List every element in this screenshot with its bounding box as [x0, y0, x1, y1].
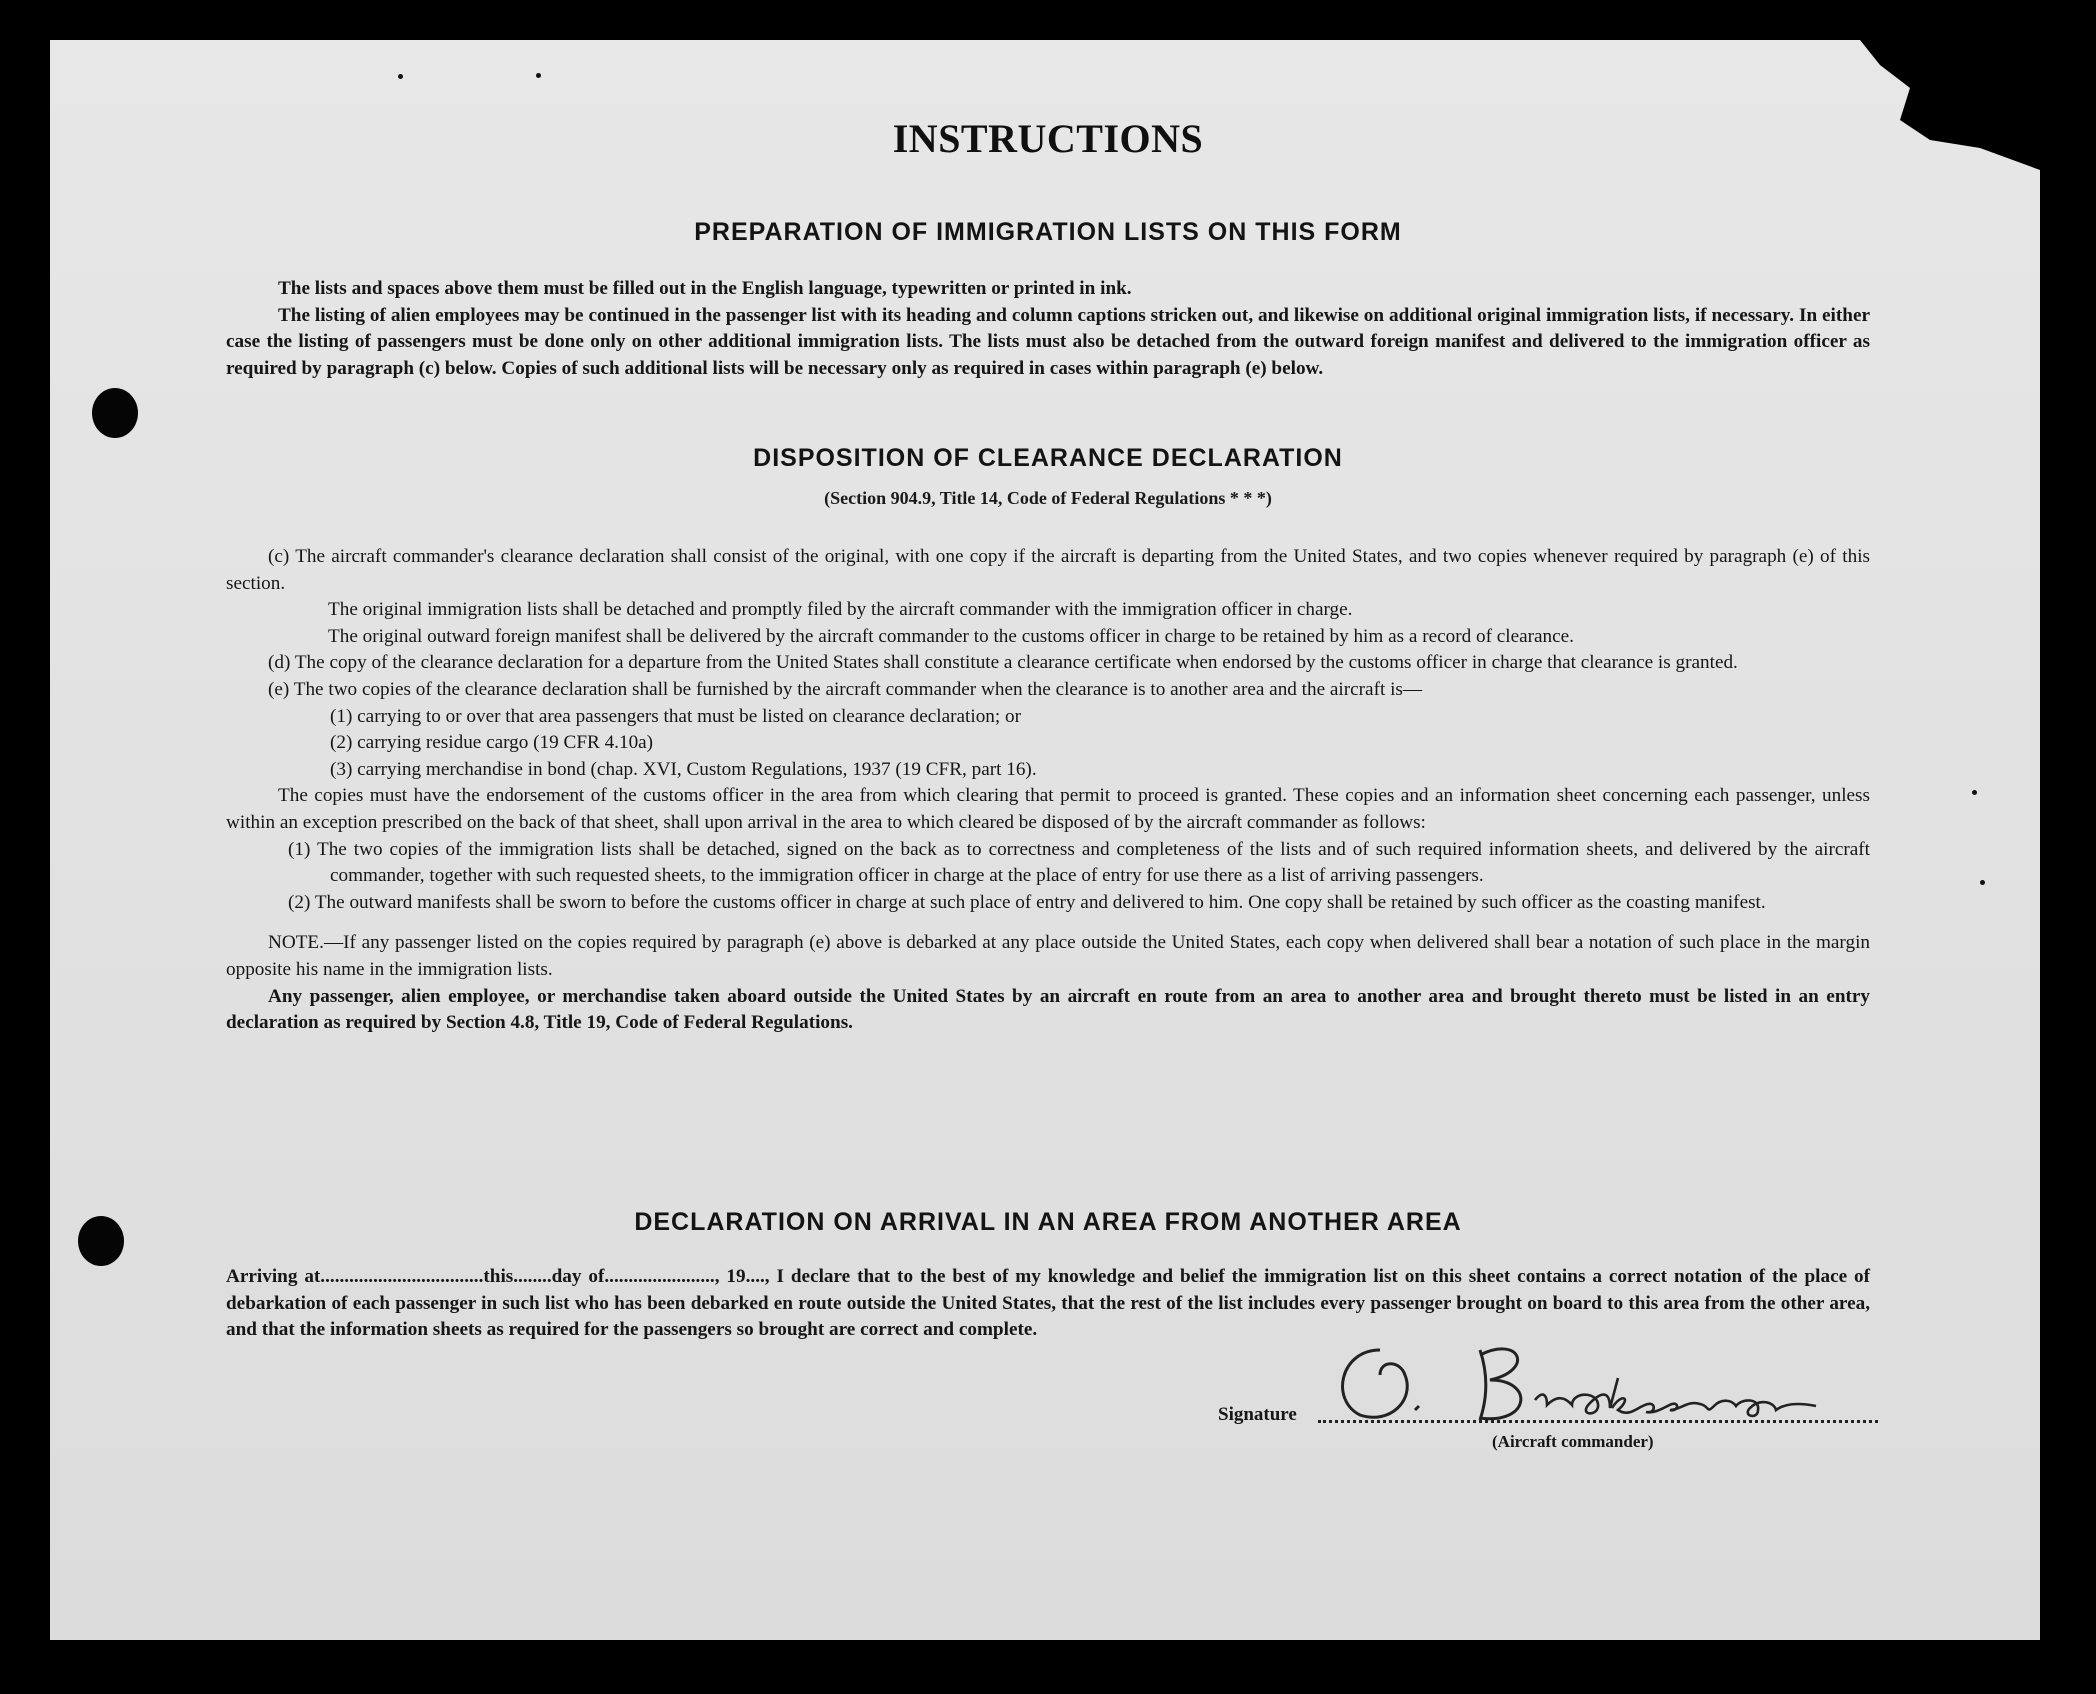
- disposition-text: [226, 544, 1870, 1037]
- paragraph-c: (c) The aircraft commander's clearance declaration shall consist of the original, with one copy if the aircraft is departing from the United States, and two copies whenever required by paragraph (e) of this section.: [226, 546, 1870, 594]
- paragraph-note: NOTE.—If any passenger listed on the copies required by paragraph (e) above is debarked at any place outside the United States, each copy when delivered shall bear a notation of such place in the margin opposite his name in the immigration lists.: [226, 932, 1870, 980]
- paragraph-e-2: (2) carrying residue cargo (19 CFR 4.10a): [330, 732, 654, 754]
- paragraph-f-1: (1) The two copies of the immigration lists shall be detached, signed on the back as to correctness and completeness of the lists and of such required information sheets, and delivered by the aircraft commander, together with such requested sheets, to the immigration officer in charge at the place of entry for use there as a list of arriving passengers.: [288, 838, 1870, 887]
- speck: [398, 74, 403, 79]
- paragraph-c-3: The original outward foreign manifest shall be delivered by the aircraft commander to the customs officer in charge to be retained by him as a record of clearance.: [328, 625, 1574, 647]
- preparation-text: [226, 276, 1870, 382]
- speck: [1980, 880, 1985, 885]
- section-heading-declaration: DECLARATION ON ARRIVAL IN AN AREA FROM ANOTHER AREA: [634, 1208, 1462, 1236]
- paragraph-any: Any passenger, alien employee, or merchandise taken aboard outside the United States by an aircraft en route from an area to another area and brought thereto must be listed in an entry declaration as required by Section 4.8, Title 19, Code of Federal Regulations.: [226, 985, 1870, 1034]
- paragraph-d: (d) The copy of the clearance declaration for a departure from the United States shall constitute a clearance certificate when endorsed by the customs officer in charge that clearance is granted.: [268, 652, 1738, 674]
- section-heading-preparation: PREPARATION OF IMMIGRATION LISTS ON THIS FORM: [694, 218, 1402, 246]
- signature-caption: (Aircraft commander): [1492, 1432, 1654, 1451]
- speck: [536, 73, 541, 78]
- signature-label: Signature: [1218, 1404, 1297, 1425]
- section-heading-disposition: DISPOSITION OF CLEARANCE DECLARATION: [753, 444, 1343, 472]
- paragraph-e: (e) The two copies of the clearance declaration shall be furnished by the aircraft commander when the clearance is to another area and the aircraft is—: [268, 678, 1423, 700]
- paragraph-f-2: (2) The outward manifests shall be sworn to before the customs officer in charge at such place of entry and delivered to him. One copy shall be retained by such officer as the coasting manifest.: [288, 891, 1766, 913]
- paragraph-c-2: The original immigration lists shall be detached and promptly filed by the aircraft commander with the immigration officer in charge.: [328, 599, 1353, 621]
- paragraph-copies: The copies must have the endorsement of the customs officer in the area from which clearing that permit to proceed is granted. These copies and an information sheet concerning each passenger, unless within an exception prescribed on the back of that sheet, shall upon arrival in the area to which cleared be disposed of by the aircraft commander as follows:: [226, 785, 1870, 833]
- paragraph-e-3: (3) carrying merchandise in bond (chap. XVI, Custom Regulations, 1937 (19 CFR, part 16).: [330, 758, 1037, 780]
- paragraph: The listing of alien employees may be continued in the passenger list with its heading and column captions stricken out, and likewise on additional original immigration lists, if necessary. In either case the listing of passengers must be done only on other additional immigration lists. The lists must also be detached from the outward foreign manifest and delivered to the immigration officer as required by paragraph (c) below. Copies of such additional lists will be necessary only as required in cases within paragraph (e) below.: [226, 304, 1870, 379]
- page-title: INSTRUCTIONS: [892, 116, 1204, 161]
- punch-hole-top: [92, 388, 138, 438]
- section-subheading: (Section 904.9, Title 14, Code of Federal Regulations * * *): [824, 488, 1272, 508]
- paragraph: The lists and spaces above them must be filled out in the English language, typewritten or printed in ink.: [278, 278, 1132, 299]
- declaration-paragraph: Arriving at..................................this........day of......................., 19...., I declare that to the best of my knowledge and belief the immigration list on this sheet contains a correct notation of the place of debarkation of each passenger in such list who has been debarked en route outside the United States, that the rest of the list includes every passenger brought on board to this area from the other area, and that the information sheets as required for the passengers so brought are correct and complete.: [226, 1266, 1870, 1341]
- speck: [1972, 790, 1977, 795]
- paragraph-e-1: (1) carrying to or over that area passengers that must be listed on clearance declaration; or: [330, 705, 1021, 727]
